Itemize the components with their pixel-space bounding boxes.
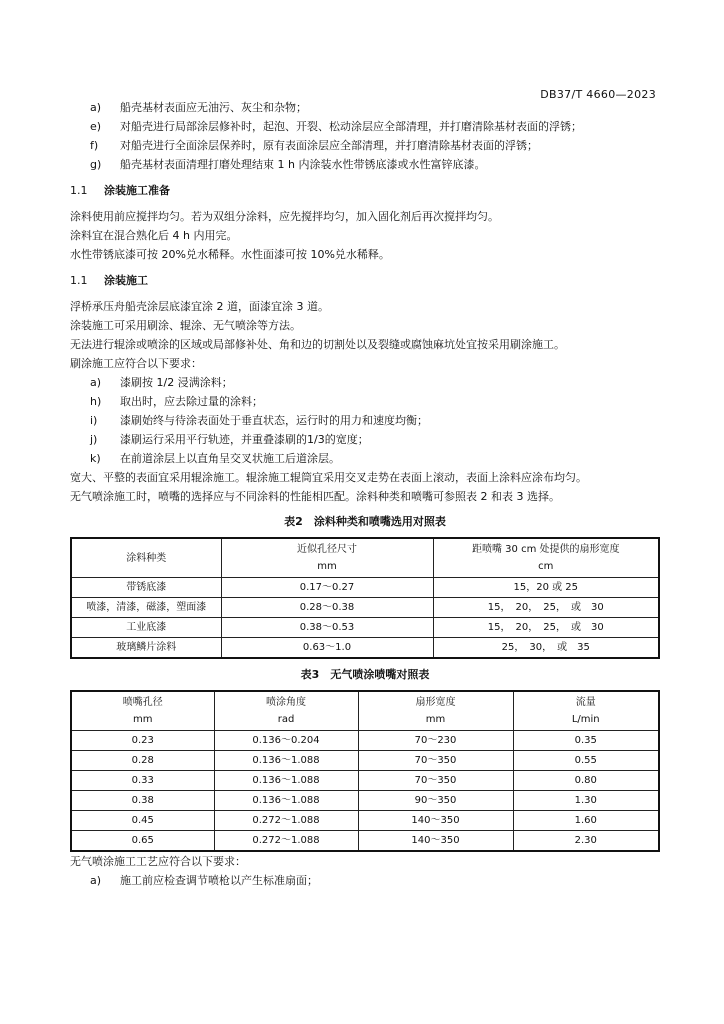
table-cell: 带锈底漆	[71, 578, 221, 598]
document-body	[70, 98, 660, 890]
list-item-text: 船壳基材表面应无油污、灰尘和杂物；	[120, 101, 307, 114]
header-unit: cm	[538, 561, 554, 572]
paragraph: 涂料使用前应搅拌均匀。若为双组分涂料，应先搅拌均匀，加入固化剂后再次搅拌均匀。	[70, 210, 499, 223]
header-label: 喷涂角度	[266, 697, 306, 708]
list-item	[70, 411, 660, 430]
table-header-cell	[71, 691, 214, 731]
table-cell: 1.30	[513, 791, 659, 811]
header-unit: L/min	[571, 714, 600, 725]
paragraph: 刷涂施工应符合以下要求：	[70, 357, 202, 370]
table-cell: 玻璃鳞片涂料	[71, 638, 221, 659]
list-item-text: 漆刷运行采用平行轨迹，并重叠漆刷的1/3的宽度；	[120, 433, 369, 446]
table-caption: 表2 涂料种类和喷嘴选用对照表	[284, 515, 446, 528]
paragraph: 宽大、平整的表面宜采用辊涂施工。辊涂施工辊筒宜采用交叉走势在表面上滚动，表面上涂料应涂布均匀。	[70, 471, 587, 484]
table-cell: 0.33	[71, 771, 214, 791]
table-header-cell	[513, 691, 659, 731]
list-item	[70, 136, 660, 155]
table-cell: 0.23	[71, 731, 214, 751]
table-row	[71, 831, 659, 852]
table-row	[71, 638, 659, 659]
list-item	[70, 392, 660, 411]
list-item	[70, 117, 660, 136]
list-item-label: a)	[90, 376, 102, 389]
list-item-label: i)	[90, 414, 98, 427]
table-cell: 0.17～0.27	[221, 578, 433, 598]
table-cell: 0.136～1.088	[214, 751, 358, 771]
header-label: 近似孔径尺寸	[297, 544, 357, 555]
table-cell: 0.35	[513, 731, 659, 751]
section-paragraphs	[70, 468, 660, 506]
table-header-cell	[433, 538, 659, 578]
table-cell: 工业底漆	[71, 618, 221, 638]
table-cell: 0.63～1.0	[221, 638, 433, 659]
table-row	[71, 598, 659, 618]
table-header-cell	[71, 538, 221, 578]
list-item	[70, 155, 660, 174]
paragraph: 无气喷涂施工工艺应符合以下要求：	[70, 855, 246, 868]
table-cell: 0.38	[71, 791, 214, 811]
table-cell: 0.38～0.53	[221, 618, 433, 638]
list-item-label: g)	[90, 158, 102, 171]
list-item-label: j)	[90, 433, 98, 446]
section-title: 涂装施工	[104, 274, 148, 287]
table-cell: 0.136～1.088	[214, 791, 358, 811]
brush-requirement-list	[70, 373, 660, 468]
header-unit: mm	[425, 714, 446, 725]
table-cell: 0.45	[71, 811, 214, 831]
list-item-text: 漆刷始终与待涂表面处于垂直状态，运行时的用力和速度均衡；	[120, 414, 428, 427]
table-header-cell	[358, 691, 513, 731]
header-unit: mm	[133, 714, 153, 725]
list-item	[70, 871, 660, 890]
header-label: 喷嘴孔径	[122, 697, 163, 708]
coating-nozzle-table	[70, 537, 660, 659]
list-item-label: a)	[90, 874, 102, 887]
table-cell: 0.80	[513, 771, 659, 791]
header-label: 距喷嘴 30 cm 处提供的扇形宽度	[472, 544, 620, 555]
table-cell: 140～350	[358, 811, 513, 831]
list-item-label: h)	[90, 395, 102, 408]
section-title: 涂装施工准备	[104, 184, 170, 197]
list-item-text: 漆刷按 1/2 浸满涂料；	[120, 376, 233, 389]
section-heading	[70, 271, 660, 290]
table-cell: 140～350	[358, 831, 513, 852]
section-paragraphs	[70, 207, 660, 264]
section-number: 1.1	[70, 274, 88, 287]
paragraph: 涂料宜在混合熟化后 4 h 内用完。	[70, 229, 238, 242]
table-cell: 70～350	[358, 771, 513, 791]
table-cell: 15， 20， 25， 或 30	[433, 618, 659, 638]
list-item-text: 船壳基材表面清理打磨处理结束 1 h 内涂装水性带锈底漆或水性富锌底漆。	[120, 158, 486, 171]
list-item-label: k)	[90, 452, 101, 465]
table-row	[71, 771, 659, 791]
table-cell: 90～350	[358, 791, 513, 811]
paragraph: 无法进行辊涂或喷涂的区域或局部修补处、角和边的切割处以及裂缝或腐蚀麻坑处宜按采用刷涂施工。	[70, 338, 565, 351]
table-row	[71, 731, 659, 751]
list-item	[70, 98, 660, 117]
table-cell: 70～350	[358, 751, 513, 771]
list-item	[70, 430, 660, 449]
paragraph: 浮桥承压舟船壳涂层底漆宜涂 2 道，面漆宜涂 3 道。	[70, 300, 329, 313]
header-label: 扇形宽度	[415, 697, 456, 708]
paragraph: 无气喷涂施工时，喷嘴的选择应与不同涂料的性能相匹配。涂料种类和喷嘴可参照表 2 和表 3 选择。	[70, 490, 560, 503]
list-item-label: f)	[90, 139, 99, 152]
list-item-text: 对船壳进行局部涂层修补时，起泡、开裂、松动涂层应全部清理，并打磨清除基材表面的浮锈；	[120, 120, 582, 133]
table-cell: 0.65	[71, 831, 214, 852]
list-item-text: 取出时，应去除过量的涂料；	[120, 395, 263, 408]
table-cell: 15，20 或 25	[433, 578, 659, 598]
list-item-label: e)	[90, 120, 102, 133]
table-cell: 0.28	[71, 751, 214, 771]
header-unit: mm	[317, 561, 337, 572]
header-unit: rad	[277, 714, 295, 725]
table-row	[71, 578, 659, 598]
table-cell: 0.55	[513, 751, 659, 771]
table-row	[71, 751, 659, 771]
table-row	[71, 811, 659, 831]
paragraph: 涂装施工可采用刷涂、辊涂、无气喷涂等方法。	[70, 319, 301, 332]
table-row	[71, 618, 659, 638]
table-cell: 25， 30， 或 35	[433, 638, 659, 659]
table-cell: 0.28～0.38	[221, 598, 433, 618]
header-label: 涂料种类	[126, 552, 167, 564]
list-item-text: 施工前应检查调节喷枪以产生标准扇面；	[120, 874, 318, 887]
document-code: DB37/T 4660—2023	[540, 88, 656, 101]
airless-nozzle-table	[70, 690, 660, 852]
table-header-cell	[214, 691, 358, 731]
table-cell: 0.136～0.204	[214, 731, 358, 751]
table-caption: 表3 无气喷涂喷嘴对照表	[300, 668, 430, 681]
table-cell: 1.60	[513, 811, 659, 831]
list-item	[70, 373, 660, 392]
table-cell: 2.30	[513, 831, 659, 852]
table-cell: 15， 20， 25， 或 30	[433, 598, 659, 618]
requirement-list	[70, 98, 660, 174]
table-cell: 喷漆，清漆，磁漆，塑面漆	[71, 598, 221, 618]
table-cell: 70～230	[358, 731, 513, 751]
list-item	[70, 449, 660, 468]
table-header-cell	[221, 538, 433, 578]
table-cell: 0.136～1.088	[214, 771, 358, 791]
paragraph: 水性带锈底漆可按 20%兑水稀释。水性面漆可按 10%兑水稀释。	[70, 248, 390, 261]
section-paragraphs	[70, 297, 660, 373]
header-label: 流量	[575, 697, 596, 708]
table-cell: 0.272～1.088	[214, 831, 358, 852]
table-row	[71, 791, 659, 811]
section-heading	[70, 181, 660, 200]
table-cell: 0.272～1.088	[214, 811, 358, 831]
list-item-text: 对船壳进行全面涂层保养时，原有表面涂层应全部清理，并打磨清除基材表面的浮锈；	[120, 139, 538, 152]
section-number: 1.1	[70, 184, 88, 197]
list-item-text: 在前道涂层上以直角呈交叉状施工后道涂层。	[120, 452, 340, 465]
list-item-label: a)	[90, 101, 102, 114]
